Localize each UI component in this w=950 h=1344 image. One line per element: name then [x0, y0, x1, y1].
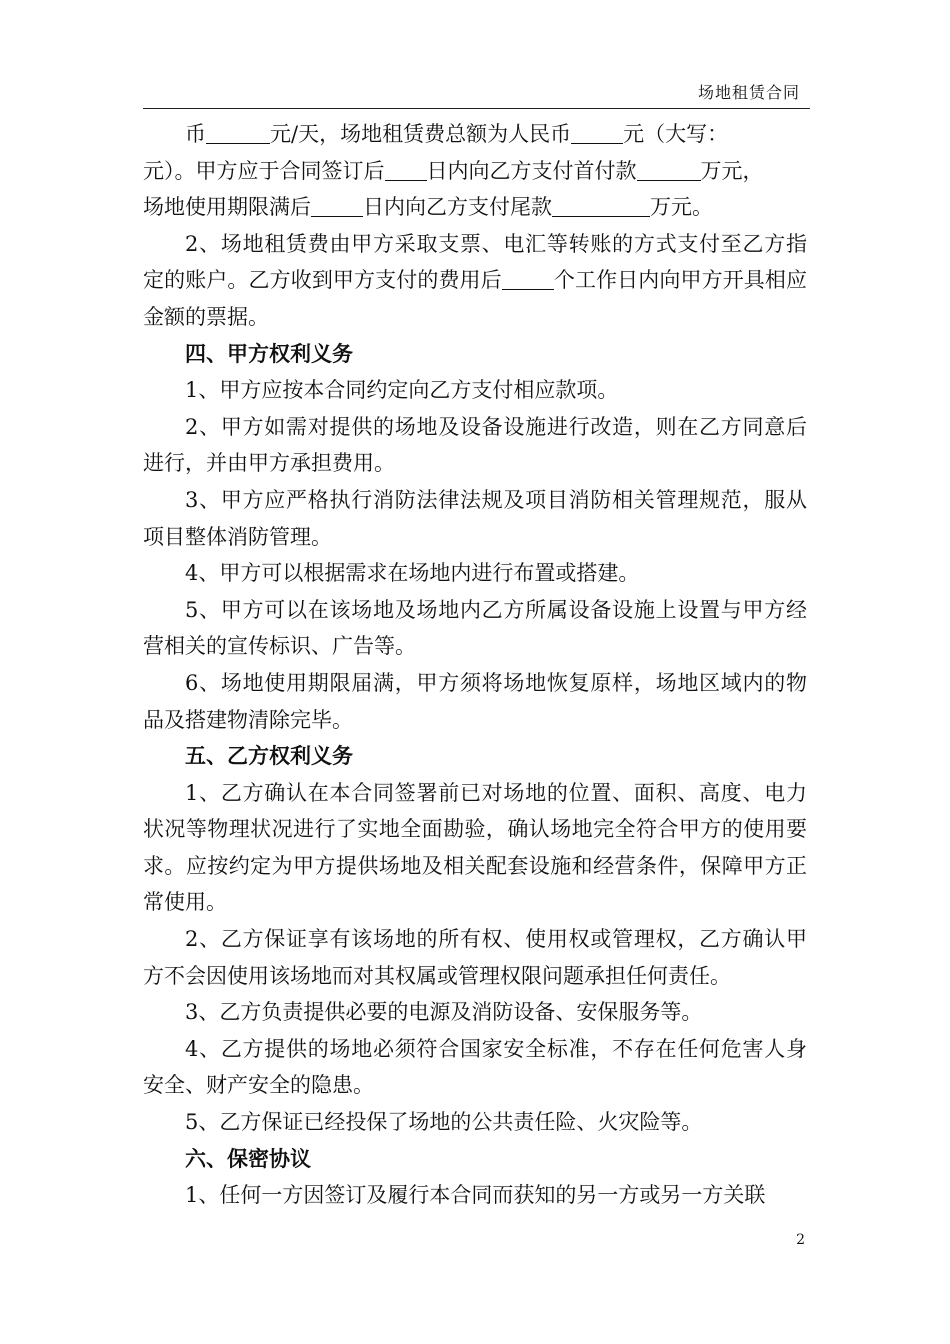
blank-daily-rate[interactable] [206, 122, 270, 144]
blank-invoice-days[interactable] [502, 268, 554, 290]
clause-b3: 3、乙方负责提供必要的电源及消防设备、安保服务等。 [185, 1000, 703, 1025]
text-fragment: 日内向乙方支付首付款 [426, 158, 637, 183]
clause-a1: 1、甲方应按本合同约定向乙方支付相应款项。 [185, 378, 619, 403]
clause-b1: 1、乙方确认在本合同签署前已对场地的位置、面积、高度、电力状况等物理状况进行了实地全面勘验，确认场地完全符合甲方的使用要求。应按约定为甲方提供场地及相关配套设施和经营条件，保障甲方正常使用。 [143, 780, 807, 915]
clause-a2: 2、甲方如需对提供的场地及设备设施进行改造，则在乙方同意后进行，并由甲方承担费用。 [143, 414, 807, 476]
clause-a5: 5、甲方可以在该场地及场地内乙方所属设备设施上设置与甲方经营相关的宣传标识、广告等。 [143, 597, 807, 659]
blank-first-payment-amount[interactable] [637, 159, 701, 181]
text-fragment: 个工作日内向甲方开具相应金额的票据。 [143, 268, 808, 329]
clause-a4: 4、甲方可以根据需求在场地内进行布置或搭建。 [185, 561, 640, 586]
clause-b2: 2、乙方保证享有该场地的所有权、使用权或管理权，乙方确认甲方不会因使用该场地而对其权属或管理权限问题承担任何责任。 [143, 927, 807, 988]
page-header-title: 场地租赁合同 [697, 83, 800, 102]
text-fragment: 2、场地租赁费由甲方采取支票、电汇等转账的方式支付至乙方指定的账户。乙方收到甲方支付的费用后 [143, 231, 807, 293]
contract-body [143, 116, 807, 1214]
clause-c1: 1、任何一方因签订及履行本合同而获知的另一方或另一方关联 [185, 1183, 766, 1208]
clause-b5: 5、乙方保证已经投保了场地的公共责任险、火灾险等。 [185, 1110, 703, 1135]
header-divider [143, 108, 810, 109]
text-fragment: 元/天，场地租赁费总额为人民币 [270, 122, 572, 146]
clause-b4: 4、乙方提供的场地必须符合国家安全标准，不存在任何危害人身安全、财产安全的隐患。 [143, 1036, 807, 1098]
text-fragment: 元（大写： [623, 122, 729, 146]
section-heading-party-a: 四、甲方权利义务 [185, 340, 353, 366]
blank-first-payment-days[interactable] [385, 159, 427, 181]
text-fragment: 元）。甲方应于合同签订后 [143, 158, 385, 183]
blank-total-amount[interactable] [571, 122, 623, 144]
text-fragment: 万元。 [650, 195, 713, 220]
payment-method-clause [143, 226, 807, 336]
blank-final-payment-amount[interactable] [552, 195, 650, 217]
page-number: 2 [796, 1232, 805, 1248]
payment-terms-continued [143, 116, 807, 226]
text-fragment: 币 [185, 122, 206, 146]
clause-a6: 6、场地使用期限届满，甲方须将场地恢复原样，场地区域内的物品及搭建物清除完毕。 [143, 670, 807, 732]
text-fragment: 万元， [700, 158, 764, 183]
section-heading-party-b: 五、乙方权利义务 [185, 743, 353, 769]
clause-a3: 3、甲方应严格执行消防法律法规及项目消防相关管理规范，服从项目整体消防管理。 [143, 487, 807, 549]
blank-final-payment-days[interactable] [311, 195, 363, 217]
text-fragment: 场地使用期限满后 [143, 195, 311, 220]
text-fragment: 日内向乙方支付尾款 [363, 195, 552, 220]
section-heading-confidentiality: 六、保密协议 [185, 1145, 311, 1171]
